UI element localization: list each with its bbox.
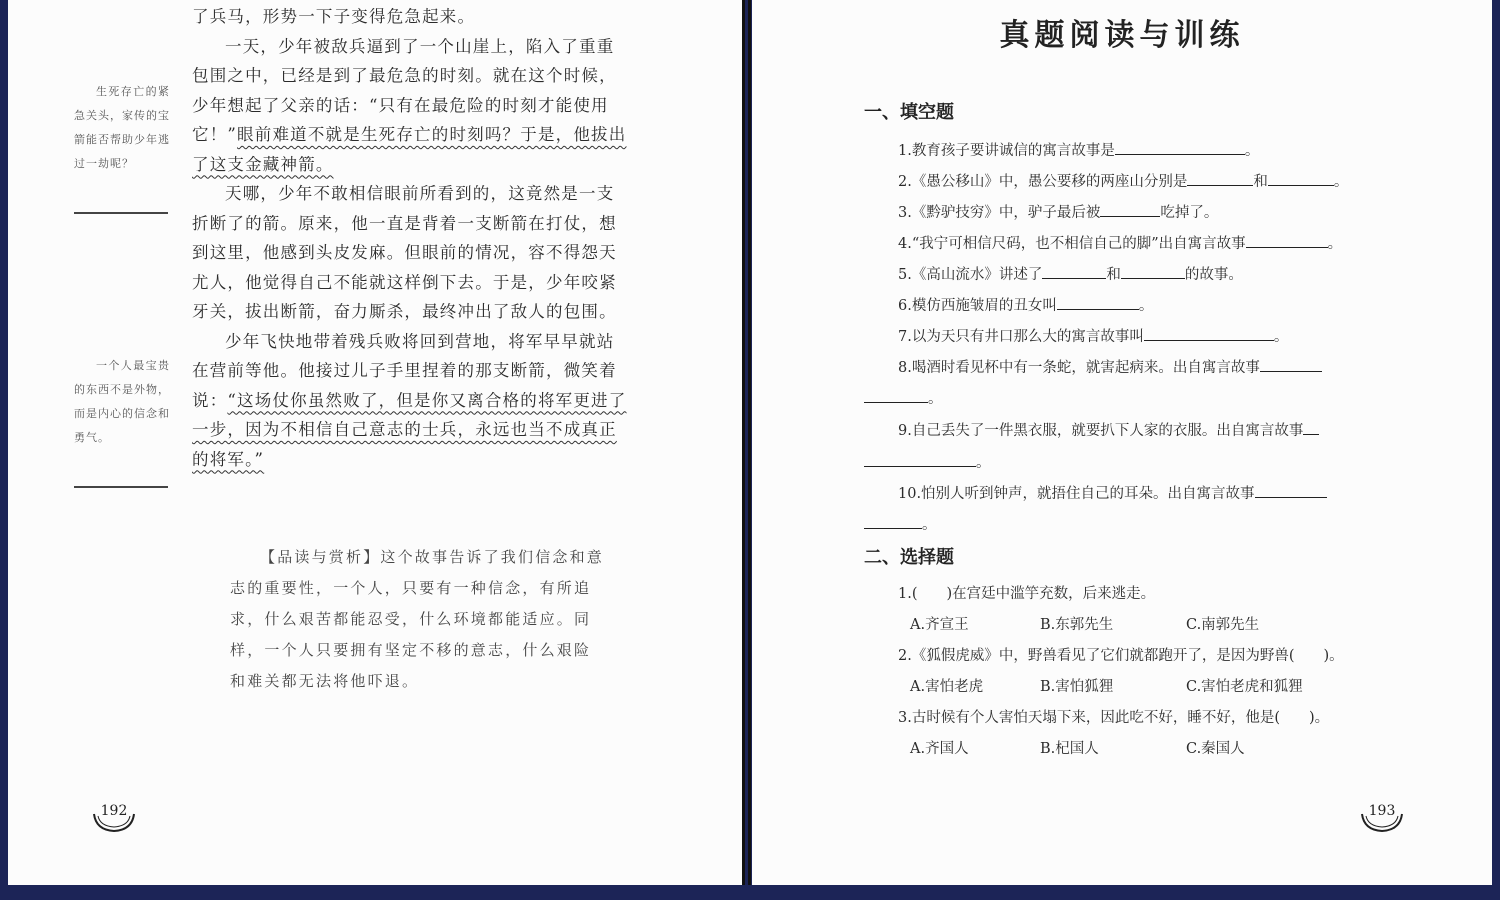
margin-note: 生死存亡的紧急关头，家传的宝箭能否帮助少年逃过一劫呢？ <box>74 85 170 170</box>
margin-divider <box>74 486 168 488</box>
fill-question: 10.怕别人听到钟声，就捂住自己的耳朵。出自寓言故事 <box>898 481 1327 503</box>
review-text: 这个故事告诉了我们信念和意志的重要性，一个人，只要有一种信念，有所追求，什么艰苦都能忍受，什么环境都能适应。同样，一个人只要拥有坚定不移的意志，什么艰险和难关都无法将他吓退。 <box>230 548 605 690</box>
choice-option[interactable]: B.杞国人 <box>1040 741 1099 757</box>
answer-blank[interactable] <box>1255 481 1327 498</box>
answer-blank[interactable] <box>1187 169 1253 186</box>
choice-option[interactable]: A.齐国人 <box>910 741 969 757</box>
choice-question: 1.( )在宫廷中滥竽充数，后来逃走。 <box>898 586 1156 602</box>
fill-question-continued: 。 <box>864 386 943 408</box>
fill-question: 5.《高山流水》讲述了 和 的故事。 <box>898 262 1243 284</box>
answer-blank[interactable] <box>864 450 976 467</box>
answer-blank[interactable] <box>1121 262 1185 279</box>
section-heading: 二、选择题 <box>864 547 954 568</box>
choice-option[interactable]: C.秦国人 <box>1186 741 1245 757</box>
answer-blank[interactable] <box>864 386 928 403</box>
page-number: 193 <box>1358 800 1406 834</box>
answer-blank[interactable] <box>1042 262 1106 279</box>
story-paragraph <box>192 32 632 180</box>
answer-blank[interactable] <box>1057 293 1139 310</box>
story-sentence: 少年飞快地带着残兵败将回到营地，将军早早就站在营前等他。他接过儿子手里捏着的那支断箭，微笑着说： <box>192 331 617 410</box>
fill-question: 6.模仿西施皱眉的丑女叫 。 <box>898 293 1153 315</box>
answer-blank[interactable] <box>1246 231 1328 248</box>
section-heading: 一、填空题 <box>864 102 954 123</box>
review-label: 【品读与赏析】 <box>260 548 381 566</box>
choice-option[interactable]: C.害怕老虎和狐狸 <box>1186 679 1303 695</box>
answer-blank[interactable] <box>1144 324 1274 341</box>
story-paragraph <box>192 327 632 475</box>
choice-option[interactable]: B.害怕狐狸 <box>1040 679 1114 695</box>
choice-question: 3.古时候有个人害怕天塌下来，因此吃不好，睡不好，他是( )。 <box>898 710 1330 726</box>
fill-question: 7.以为天只有井口那么大的寓言故事叫 。 <box>898 324 1288 346</box>
story-sentence: 一天，少年被敌兵逼到了一个山崖上，陷入了重重包围之中，已经是到了最危急的时刻。就在这个时候，少年想起了父亲的话：“只有在最危险的时刻才能使用它！” <box>192 36 617 144</box>
fill-question: 8.喝酒时看见杯中有一条蛇，就害起病来。出自寓言故事 <box>898 355 1322 377</box>
answer-blank[interactable] <box>1115 138 1245 155</box>
answer-blank[interactable] <box>1268 169 1334 186</box>
story-text <box>192 2 632 474</box>
choice-question: 2.《狐假虎威》中，野兽看见了它们就都跑开了，是因为野兽( )。 <box>898 648 1344 664</box>
margin-note: 一个人最宝贵的东西不是外物，而是内心的信念和勇气。 <box>74 359 170 444</box>
fill-question: 4.“我宁可相信尺码，也不相信自己的脚”出自寓言故事 。 <box>898 231 1342 253</box>
review-box <box>230 542 606 697</box>
fill-question-continued: 。 <box>864 512 937 534</box>
answer-blank[interactable] <box>864 512 922 529</box>
choice-option[interactable]: A.齐宣王 <box>910 617 969 633</box>
answer-blank[interactable] <box>1303 418 1319 435</box>
fill-question-continued: 。 <box>864 450 991 472</box>
underlined-sentence: 眼前难道不就是生死存亡的时刻吗？于是，他拔出了这支金藏神箭。 <box>192 125 627 174</box>
page-number: 192 <box>90 800 138 834</box>
fill-question: 2.《愚公移山》中，愚公要移的两座山分别是 和 。 <box>898 169 1348 191</box>
choice-option[interactable]: C.南郭先生 <box>1186 617 1260 633</box>
spine-line <box>742 0 745 885</box>
review-paragraph <box>230 542 606 697</box>
fill-question: 3.《黔驴技穷》中，驴子最后被 吃掉了。 <box>898 200 1218 222</box>
page-title: 真题阅读与训练 <box>999 18 1245 53</box>
underlined-quote: “这场仗你虽然败了，但是你又离合格的将军更进了一步，因为不相信自己意志的士兵，永远也当不成真正的将军。” <box>192 390 627 469</box>
left-page <box>8 0 742 885</box>
right-page <box>752 0 1492 885</box>
answer-blank[interactable] <box>1100 200 1160 217</box>
fill-question: 9.自己丢失了一件黑衣服，就要扒下人家的衣服。出自寓言故事 <box>898 418 1319 440</box>
story-paragraph: 天哪，少年不敢相信眼前所看到的，这竟然是一支折断了的箭。原来，他一直是背着一支断箭在打仗，想到这里，他感到头皮发麻。但眼前的情况，容不得怨天尤人，他觉得自己不能就这样倒下去。于是，少年咬紧牙关，拔出断箭，奋力厮杀，最终冲出了敌人的包围。 <box>192 184 617 321</box>
margin-divider <box>74 212 168 214</box>
fill-question: 1.教育孩子要讲诚信的寓言故事是 。 <box>898 138 1259 160</box>
spine-line <box>748 0 751 885</box>
story-paragraph: 了兵马，形势一下子变得危急起来。 <box>192 7 476 26</box>
choice-option[interactable]: A.害怕老虎 <box>910 679 984 695</box>
choice-option[interactable]: B.东郭先生 <box>1040 617 1114 633</box>
answer-blank[interactable] <box>1260 355 1322 372</box>
